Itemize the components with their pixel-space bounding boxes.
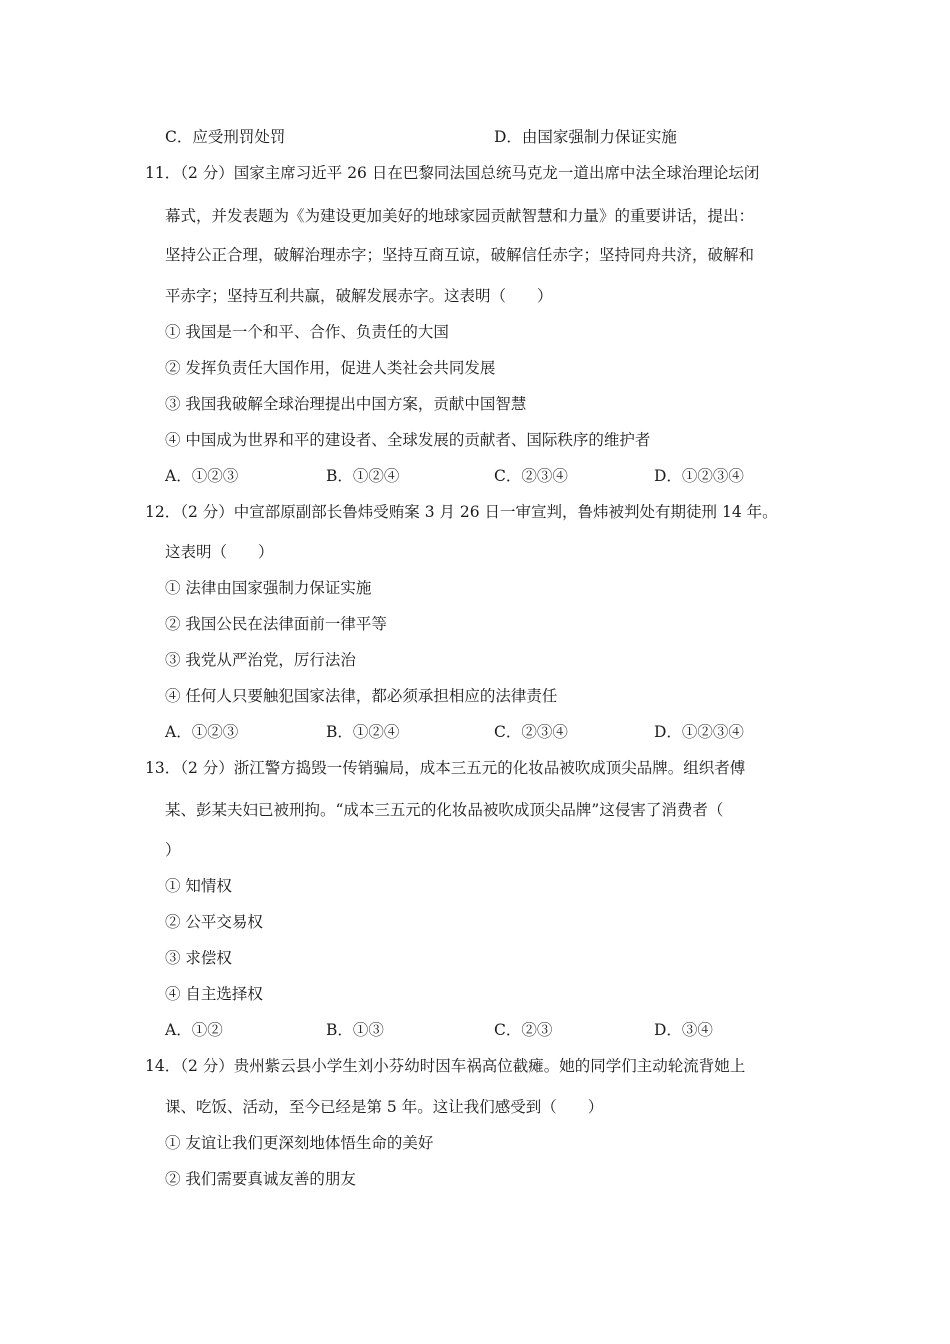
option-b: B．①②④ [326,467,400,485]
question-stem-line: 某、彭某夫妇已被刑拘。“成本三五元的化妆品被吹成顶尖品牌”这侵害了消费者（ [165,801,724,819]
statement-item: ② 发挥负责任大国作用，促进人类社会共同发展 [165,359,496,377]
option-d: D．由国家强制力保证实施 [494,128,677,146]
statement-item: ③ 我党从严治党，厉行法治 [165,651,356,669]
option-a: A．①② [165,1021,223,1039]
option-d: D．①②③④ [654,467,744,485]
option-a: A．①②③ [165,467,239,485]
option-c: C．②③④ [494,467,568,485]
option-c: C．②③④ [494,723,568,741]
question-stem-line: 14．（2 分）贵州紫云县小学生刘小芬幼时因车祸高位截瘫。她的同学们主动轮流背她上 [145,1057,746,1075]
question-stem-line: 这表明（ ） [165,543,274,561]
statement-item: ① 我国是一个和平、合作、负责任的大国 [165,323,449,341]
statement-item: ③ 我国我破解全球治理提出中国方案，贡献中国智慧 [165,395,527,413]
statement-item: ③ 求偿权 [165,949,232,967]
question-stem-line: ） [165,841,181,859]
question-stem-line: 11．（2 分）国家主席习近平 26 日在巴黎同法国总统马克龙一道出席中法全球治理论坛闭 [145,164,760,182]
question-stem-line: 坚持公正合理，破解治理赤字；坚持互商互谅，破解信任赤字；坚持同舟共济，破解和 [165,246,755,264]
statement-item: ④ 中国成为世界和平的建设者、全球发展的贡献者、国际秩序的维护者 [165,431,651,449]
statement-item: ② 我们需要真诚友善的朋友 [165,1170,356,1188]
option-a: A．①②③ [165,723,239,741]
option-d: D．③④ [654,1021,713,1039]
statement-item: ④ 任何人只要触犯国家法律，都必须承担相应的法律责任 [165,687,558,705]
option-c: C．②③ [494,1021,553,1039]
statement-item: ① 法律由国家强制力保证实施 [165,579,372,597]
statement-item: ② 公平交易权 [165,913,263,931]
question-stem-line: 平赤字；坚持互利共赢，破解发展赤字。这表明（ ） [165,287,553,305]
question-stem-line: 12．（2 分）中宣部原副部长鲁炜受贿案 3 月 26 日一审宣判，鲁炜被判处有期徒刑 14 年。 [145,503,778,521]
option-b: B．①②④ [326,723,400,741]
question-stem-line: 幕式，并发表题为《为建设更加美好的地球家园贡献智慧和力量》的重要讲话，提出： [165,207,755,225]
option-b: B．①③ [326,1021,384,1039]
question-stem-line: 13．（2 分）浙江警方捣毁一传销骗局，成本三五元的化妆品被吹成顶尖品牌。组织者傅 [145,759,746,777]
question-stem-line: 课、吃饭、活动，至今已经是第 5 年。这让我们感受到（ ） [165,1098,604,1116]
statement-item: ① 知情权 [165,877,232,895]
statement-item: ④ 自主选择权 [165,985,263,1003]
statement-item: ① 友谊让我们更深刻地体悟生命的美好 [165,1134,434,1152]
option-d: D．①②③④ [654,723,744,741]
statement-item: ② 我国公民在法律面前一律平等 [165,615,387,633]
option-c: C．应受刑罚处罚 [165,128,286,146]
